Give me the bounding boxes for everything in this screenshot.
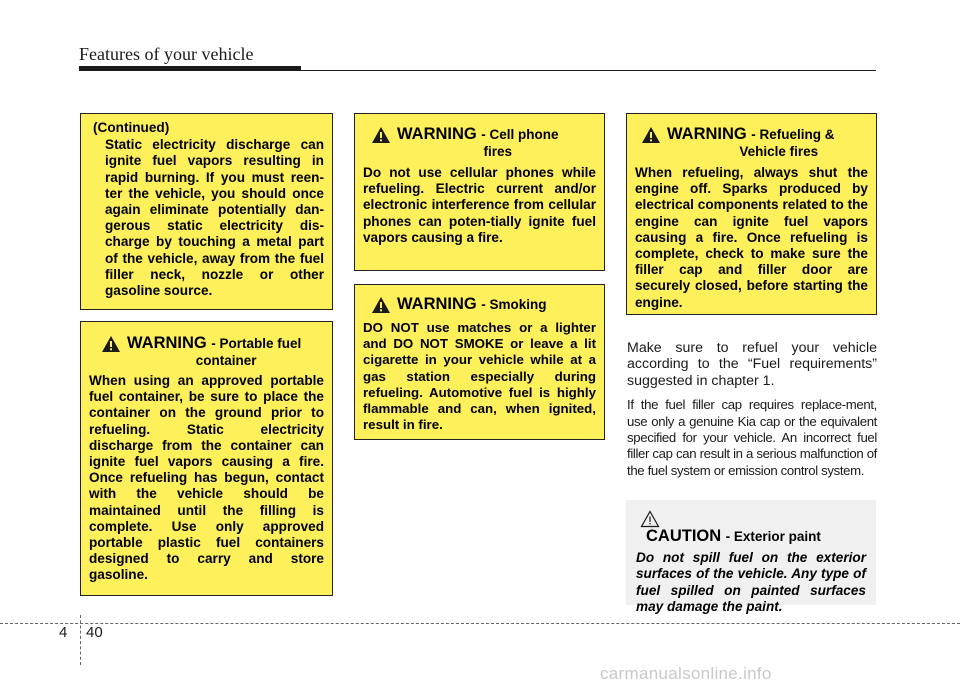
warning-word: WARNING: [397, 125, 477, 143]
warning-subtitle: - Smoking: [481, 297, 547, 312]
warning-text-refuel: When refueling, always shut the engine off. Sparks produced by electrical components related to the engine can ignite fuel vapors causing a fire. Once refueling is complete, check to make sure the filler cap and filler door are securely closed, before starting the engine.: [635, 165, 868, 310]
warning-word: WARNING: [667, 125, 747, 143]
continued-text: Static electricity discharge can ignite fuel vapors resulting in rapid burning. If you must reen-ter the vehicle, you should once again eliminate potentially dan-gerous static electricity dis-charge by touching a metal part of the vehicle, away from the fuel filler neck, nozzle or other gasoline source.: [105, 137, 324, 299]
warning-triangle-icon: [371, 126, 391, 144]
warning-subtitle: - Refueling &: [751, 127, 835, 142]
continued-label: (Continued): [93, 120, 170, 135]
warning-triangle-icon: [641, 126, 661, 144]
warning-title-cell: [363, 126, 596, 160]
warning-subtitle-line2: fires: [483, 144, 512, 159]
warning-subtitle-line2: Vehicle fires: [739, 144, 819, 159]
warning-title-portable: [89, 335, 324, 369]
page-number: 40: [86, 624, 103, 641]
footer-rule: [0, 623, 960, 624]
warning-subtitle-line2: container: [195, 353, 257, 368]
warning-triangle-icon: [101, 335, 121, 353]
body-paragraph-1: Make sure to refuel your vehicle according to the “Fuel requirements” suggested in chapter 1.: [627, 340, 877, 389]
footer-page-divider: [80, 615, 81, 665]
body-paragraph-2: If the fuel filler cap requires replace-ment, use only a genuine Kia cap or the equivalent specified for your vehicle. An incorrect fuel filler cap can result in a serious malfunction of the fuel system or emission control system.: [627, 397, 877, 478]
warning-title-smoking: [363, 296, 596, 314]
warning-box-cell-phone: [354, 113, 605, 271]
warning-text-cell: Do not use cellular phones while refueling. Electric current and/or electronic interference from cellular phones can poten-tially ignite fuel vapors causing a fire.: [363, 165, 596, 245]
header-rule-thick: [79, 66, 301, 71]
caution-word: CAUTION: [646, 527, 722, 545]
warning-subtitle: - Portable fuel: [211, 336, 302, 351]
warning-text-portable: When using an approved portable fuel container, be sure to place the container on the ground prior to refueling. Static electricity discharge from the container can ignite fuel vapors causing a fire. Once refueling has begun, contact with the vehicle should be maintained until the filling is complete. Use only approved portable plastic fuel containers designed to carry and store gasoline.: [89, 373, 324, 583]
caution-triangle-icon: [640, 510, 866, 528]
warning-box-refueling: [626, 113, 877, 315]
caution-box-exterior-paint: [626, 500, 876, 615]
continued-warning-box: [80, 113, 333, 310]
warning-box-smoking: [354, 284, 605, 440]
warning-triangle-icon: [371, 296, 391, 314]
caution-text: Do not spill fuel on the exterior surfaces of the vehicle. Any type of fuel spilled on painted surfaces may damage the paint.: [636, 550, 866, 615]
chapter-number: 4: [59, 624, 68, 641]
page-header-title: Features of your vehicle: [79, 44, 254, 64]
caution-title: [636, 510, 866, 546]
body-text: [627, 340, 877, 479]
header-rule-thin: [301, 70, 876, 71]
warning-word: WARNING: [127, 334, 207, 352]
warning-text-smoking: DO NOT use matches or a lighter and DO NOT SMOKE or leave a lit cigarette in your vehicle while at a gas station especially during refueling. Automotive fuel is highly flammable and can, when ignited, result in fire.: [363, 320, 596, 433]
caution-subtitle: - Exterior paint: [725, 529, 821, 544]
warning-title-refuel: [635, 126, 868, 160]
warning-box-portable-fuel: [80, 321, 333, 596]
watermark: carmanualsonline.info: [600, 664, 772, 683]
warning-subtitle: - Cell phone: [481, 127, 559, 142]
warning-word: WARNING: [397, 295, 477, 313]
